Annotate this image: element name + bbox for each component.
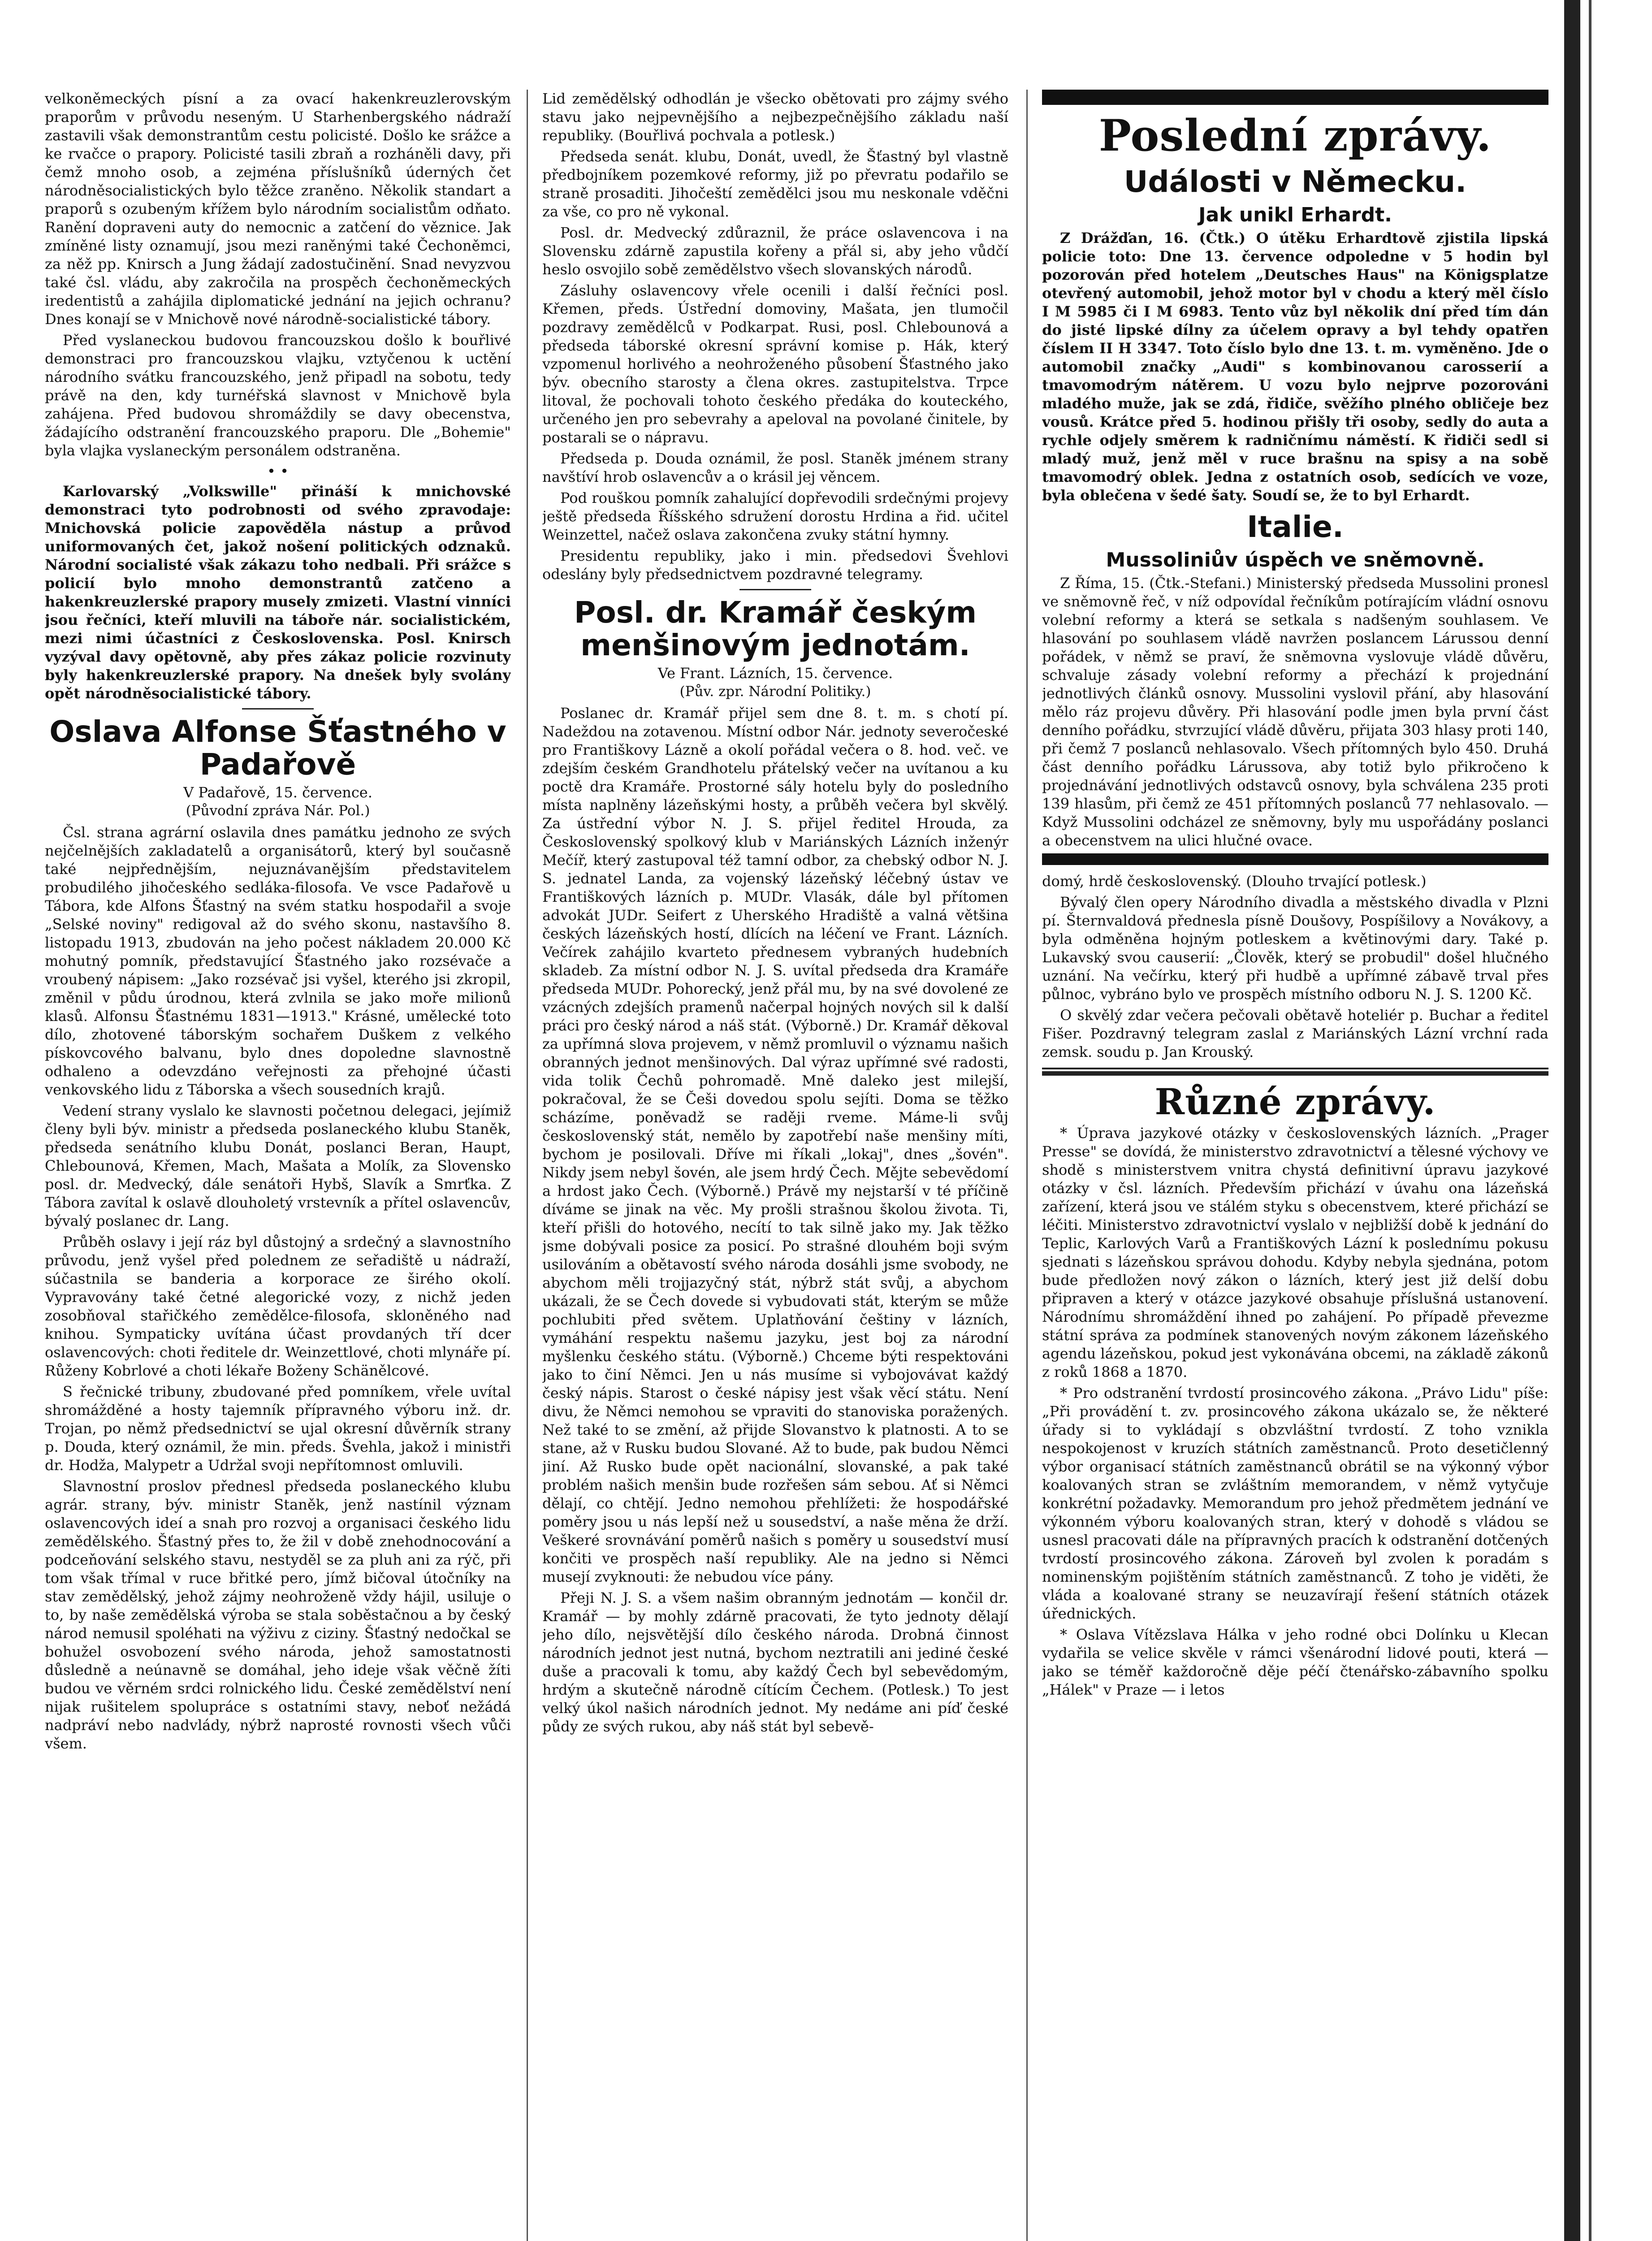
section-rule <box>1042 853 1548 865</box>
article-headline: Oslava Alfonse Šťastného v Padařově <box>49 714 506 782</box>
article-subheadline: Jak unikl Erhardt. <box>1198 203 1392 227</box>
article-paragraph: Průběh oslavy i její ráz byl důstojný a srdečný a slavnostního průvodu, jenž vyšel před polednem ze seřadiště u nádraží, súčastnila se banderia a korporace ze širého okolí. Vypravovány také četné alegorické vozy, z nichž jeden zosobňoval stařičkého zemědělce-filosofa, skloněného nad knihou. Sympaticky uvítána účast provdaných tří dcer oslavencových: choti ředitele dr. Weinzettlové, choti mlynáře pí. Růženy Kobrlové a choti lékaře Boženy Schänělcové. <box>45 1233 511 1380</box>
header-bar <box>1042 90 1548 105</box>
article-paragraph: Slavnostní proslov přednesl předseda poslaneckého klubu agrár. strany, býv. ministr Staněk, jenž nastínil význam oslavencových ideí a snah pro rozvoj a organisaci českého lidu zemědělského. Šťastný přes to, že žil v době znehodnocování a podceňování selského stavu, nestyděl se za pluh ani za rýč, při tom však třímal v ruce břitké pero, jímž bičoval útočníky na stav zemědělský, jehož zájmy neohroženě vždy hájil, usiluje o to, by naše zemědělská výroba se stala soběstačnou a by český národ nemusil spoléhati na výživu z ciziny. Šťastný nedočkal se bohužel osvobození svého národa, jehož samostatnosti důsledně a neúnavně se domáhal, jeho ideje však věčně žíti budou ve věrném srdci rolnického lidu. České zemědělství není nijak rušitelem spolupráce s ostatními stavy, neboť nežádá nadpráví nebo nadvlády, nýbrž naprosté rovnosti všech vůči všem. <box>45 1478 511 1752</box>
dateline: Ve Frant. Lázních, 15. července. <box>657 665 893 682</box>
news-item: * Oslava Vítězslava Hálka v jeho rodné obci Dolínku u Klecan vydařila se velice skvěle v rámci všenárodní lidové pouti, která — jako se téměř každoročně děje péčí čtenářsko-zábavního spolku „Hálek" v Praze — i letos <box>1042 1626 1548 1698</box>
section-masthead: Poslední zprávy. <box>1098 110 1492 161</box>
article-paragraph: Vedení strany vyslalo ke slavnosti početnou delegaci, jejímiž členy byli býv. ministr a předseda poslaneckého klubu Staněk, předseda senátního klubu Donát, poslanci Beran, Haupt, Chlebounová, Křemen, Mach, Mašata a Molík, za Slovensko posl. dr. Medvecký, dále senátoři Hybš, Slavík a Smrťka. Z Tábora zavítal k oslavě dlouholetý vrstevník a přítel oslavencův, bývalý poslanec dr. Lang. <box>45 1102 511 1230</box>
article-paragraph: Předseda p. Douda oznámil, že posl. Staněk jménem strany navštíví hrob oslavencův a o krásil jej věncem. <box>542 450 1008 485</box>
article-paragraph: Zásluhy oslavencovy vřele ocenili i další řečníci posl. Křemen, předs. Ústřední domoviny, Mašata, jen tlumočil pozdravy zemědělců v Podkarpat. Rusi, posl. Chlebounová a předseda táborské okresní správní komise p. Hák, který vzpomenul horlivého a neohroženého působení Šťastného jako býv. obecního starosty a člena okres. zastupitelstva. Trpce litoval, že pochovali tohoto českého předáka do kouteckého, určeného jen pro sebevrahy a apeloval na povolané činitele, by postarali se o nápravu. <box>542 282 1008 446</box>
divider <box>740 589 811 590</box>
article-paragraph: Předseda senát. klubu, Donát, uvedl, že Šťastný byl vlastně předbojníkem pozemkové reformy, již po převratu podařilo se straně prosaditi. Jihočeští zemědělci jsou mu neskonale vděčni za vše, co pro ně vykonal. <box>542 148 1008 220</box>
column-separator <box>527 90 528 2241</box>
dateline: V Padařově, 15. července. <box>183 784 372 801</box>
article-paragraph: Posl. dr. Medvecký zdůraznil, že práce oslavencova i na Slovensku zdárně zapustila kořeny a přál si, aby jeho vůdčí heslo osvojilo sobě zemědělstvo všech slovanských národů. <box>542 224 1008 278</box>
article-headline: Posl. dr. Kramář českým menšinovým jednotám. <box>574 595 977 662</box>
news-item: * Úprava jazykové otázky v československých lázních. „Prager Presse" se dovídá, že ministerstvo zdravotnictví a tělesné výchovy ve shodě s ministerstvem vnitra chystá definitivní úpravu jazykové otázky v čsl. lázních. Především přichází v úvahu ona lázeňská zařízení, která jsou ve stálém styku s obecenstvem, které přichází se léčiti. Ministerstvo zdravotnictví vyslalo v nejbližší době k jednání do Teplic, Karlových Varů a Františkových Lázní k poslednímu pokusu sjednati s lázeňskou správou dohodu. Kdyby nebyla sjednána, potom bude předložen nový zákon o lázních, který jest již delší dobu připraven a který v otázce jazykové obsahuje příslušná ustanovení. Národnímu shromáždění ihned po zahájení. Po případě převezme státní správa za podmínek stanovených novým zákonem lázeňského agendu lázeňskou, pokud jest vykonávána obcemi, na základě zákonů z roků 1868 a 1870. <box>1042 1124 1548 1380</box>
divider <box>242 708 314 710</box>
article-paragraph: domý, hrdě československý. (Dlouho trvající potlesk.) <box>1042 872 1427 890</box>
section-headline: Různé zprávy. <box>1155 1080 1436 1123</box>
article-paragraph: Bývalý člen opery Národního divadla a městského divadla v Plzni pí. Šternvaldová přednesla písně Doušovy, Pospíšilovy a Novákovy, a byla odměněna hojným potleskem a květinovými dary. Také p. Lukavský svou causerií: „Člověk, který se probudil" došel hlučného uznání. Na večírku, který při hudbě a upřímné zábavě trval přes půlnoc, vybráno bylo ve prospěch místního odboru N. J. S. 1200 Kč. <box>1042 893 1548 1003</box>
column-3 <box>1042 90 1548 2241</box>
article-paragraph: Poslanec dr. Kramář přijel sem dne 8. t. m. s chotí pí. Nadeždou na zotavenou. Místní odbor Nár. jednoty severočeské pro Františkovy Lázně a okolí pořádal večera o 8. hod. več. ve zdejším českém Grandhotelu přátelský večer na uvítanou a ku poctě dra Kramáře. Prostorné sály hotelu byly do posledního místa naplněny lázeňskými hosty, a průběh večera byl skvělý. Za ústřední výbor N. J. S. přijel ředitel Hrouda, za Československý spolkový klub v Mariánských Lázních inženýr Mečíř, který zastupoval též tamní odbor, za chebský odbor N. J. S. jednatel Landa, za vojenský lázeňský léčebný ústav ve Františkových lázních p. MUDr. Vlasák, dále byl přítomen advokát JUDr. Seifert z Uherského Hradiště a valná většina českých lázeňských hostí, dlících na léčení ve Frant. Lázních. Večírek zahájilo kvarteto přednesem vybraných hudebních skladeb. Za místní odbor N. J. S. uvítal předseda dra Kramáře předseda MUDr. Pohorecký, jenž přál mu, by na své dovolené ze vzácných zdejších pramenů načerpal hojných nových sil k další práci pro český národ a náš stát. (Výborně.) Dr. Kramář děkoval za upřímná slova projevem, v němž promluvil o významu našich obranných jednot menšinových. Dal výraz upřímné své radosti, vida tolik Čechů pohromadě. Mně daleko jest milejší, pokračoval, že se Češi dovedou spolu sejíti. Doma se těžko scházíme, poněvadž se raději rveme. Máme-li svůj československý stát, nemělo by zapotřebí naše menšiny míti, bychom je posilovali. Dříve mi říkali „lokaj", dnes „šovén". Nikdy jsem nebyl šovén, ale jsem hrdý Čech. Mějte sebevědomí a hrdost jako Čech. (Výborně.) Právě my nejstarší v té příčině díváme se jinak na věc. My prošli strašnou školou života. Ti, kteří přišli do hotového, necítí to tak silně jako my. Jak těžko jsme dobývali posice za posicí. Po strašné dlouhém boji svým usilováním a obětavostí svého národa dosáhli jsme svobody, ne abychom měli trojjazyčný stát, nýbrž stát svůj, a abychom ukázali, že se Čech dovede si vybudovati stát, kterým se může pochlubiti před světem. Uplatňování češtiny v lázních, vymáhání respektu našemu jazyku, jest boj za národní myšlenku českého státu. (Výborně.) Chceme býti respektováni jako to činí Němci. Jen u nás musíme si vybojovávat každý český nápis. Starost o české nápisy jest však věcí státu. Není divu, že Němci nemohou se vpraviti do stanoviska poražených. Než také to se změní, až přijde Slovanstvo k platnosti. A to se stane, až v Rusku budou Slované. Až to bude, pak budou Němci jiní. Až Rusko bude opět nacionální, slovanské, a pak také problém našich menšin bude rozřešen sám sebou. Ať si Němci dělají, co chtějí. Jedno nemohou přehlížeti: že hospodářské poměry jsou u nás lepší než u sousedství, a naše měna že drží. Veškeré srovnávání poměrů našich s poměry u sousedství musí končiti ve prospěch naší republiky. Ale na jedno si Němci musejí zvyknouti: že nebudou více pány. <box>542 705 1008 1586</box>
article-paragraph: velkoněmeckých písní a za ovací hakenkreuzlerovským praporům v průvodu neseným. U Starhenbergského nádraží zastavili však demonstrantům cestu policisté. Došlo ke srážce a ke rvačce o prapory. Policisté tasili zbraň a rozháněli davy, při čemž mnoho osob, a zejména příslušníků úderných čet národněsocialistických bylo těžce zraněno. Několik standart a praporů s ozubeným křížem bylo národním socialistům odňato. Ranění dopraveni auty do nemocnic a zatčení do věznice. Jak zmíněné listy oznamují, jsou mezi raněnými také Čechoněmci, za něž pp. Knirsch a Jung žádají zadostučinění. Snad nevyzvou také čsl. vládu, aby zakročila na prospěch čechoněmeckých iredentistů a zahájila diplomatické jednání na jejich ochranu? Dnes konají se v Mnichově nové národně-socialistické tábory. <box>45 90 511 328</box>
section-dots: • • <box>267 463 289 480</box>
article-paragraph: Z Drážďan, 16. (Čtk.) O útěku Erhardtově zjistila lipská policie toto: Dne 13. července odpoledne v 5 hodin byl pozorován před hotelem „Deutsches Haus" na Königsplatze otevřený automobil, jehož motor byl v chodu a který měl číslo I M 5985 či I M 6983. Tento vůz byl několik dní před tím dán do jisté lipské dílny za účelem opravy a byl tehdy opatřen číslem II H 3347. Toto číslo bylo dne 13. t. m. vyměněno. Jde o automobil značky „Audi" s kombinovanou carosserií a tmavomodrým nátěrem. U vozu bylo nejprve pozorováni mladého muže, jak se zdá, řidiče, svěžího plného obličeje bez vousů. Krátce před 5. hodinou přišly tři osoby, sedly do auta a rychle odjely směrem k radničnímu náměstí. K řidiči sedl si mladý muž, jenž měl v ruce brašnu na spisy a na sobě tmavomodrý oblek. Jedna z ostatních osob, sedících ve voze, byla oblečena v šedé šaty. Soudí se, že to byl Erhardt. <box>1042 229 1548 504</box>
section-rule <box>1042 1068 1548 1076</box>
article-paragraph: Karlovarský „Volkswille" přináší k mnichovské demonstraci tyto podrobnosti od svého zpravodaje: Mnichovská policie zapověděla nástup a průvod uniformovaných čet, jakož nošení politických odznaků. Národní socialisté však zákazu toho nedbali. Při srážce s policií bylo mnoho demonstrantů zatčeno a hakenkreuzlerské prapory musely zmizeti. Vlastní vinníci jsou řečníci, kteří mluvili na táboře nár. socialistickém, mezi nimi účastníci z Československa. Posl. Knirsch vyzýval davy opětovně, aby přes zákaz policie rozvinuty byly hakenkreuzlerské prapory. Na dnešek byly svolány opět národněsocialistické tábory. <box>45 483 511 702</box>
article-paragraph: Pod rouškou pomník zahalující dopřevodili srdečnými projevy ještě předseda Říšského sdružení dorostu Hrdina a řid. učitel Weinzettel, načež oslava zakončena zvuky státní hymny. <box>542 489 1008 543</box>
page-edge-rule-thin <box>1589 0 1591 2241</box>
article-paragraph: Před vyslaneckou budovou francouzskou došlo k bouřlivé demonstraci pro francouzskou vlajku, vztyčenou k uctění národního svátku francouzského, jenž připadl na sobotu, tedy právě na den, kdy turnéřská slavnost v Mnichově byla zahájena. Před budovou shromáždily se davy obecenstva, žádajícího odstranění francouzského praporu. Dle „Bohemie" byla vlajka vyslaneckým personálem odstraněna. <box>45 332 511 459</box>
article-paragraph: S řečnické tribuny, zbudované před pomníkem, vřele uvítal shromážděné a hosty tajemník přípravného výboru inž. dr. Trojan, po němž předsednictví se ujal okresní důvěrník strany p. Douda, který oznámil, že min. předs. Švehla, jakož i ministři dr. Hodža, Malypetr a Udržal svoji nepřítomnost omluvili. <box>45 1383 511 1474</box>
source-note: (Pův. zpr. Národní Politiky.) <box>679 684 871 700</box>
article-paragraph: O skvělý zdar večera pečovali obětavě hoteliér p. Buchar a ředitel Fišer. Pozdravný telegram zaslal z Mariánských Lázní vrchní rada zemsk. soudu p. Jan Krouský. <box>1042 1006 1548 1060</box>
source-note: (Původní zpráva Nár. Pol.) <box>186 803 370 819</box>
article-paragraph: Přeji N. J. S. a všem našim obranným jednotám — končil dr. Kramář — by mohly zdárně pracovati, že tyto jednoty dělají jeho dílo, nejsvětější dílo českého národa. Drobná činnost národních jednot jest nutná, bychom neztratili ani jediné české duše a pracovali k tomu, aby každý Čech byl sebevědomým, hrdým a skutečně národně cítícím Čechem. (Potlesk.) To jest velký úkol našich národních jednot. My nedáme ani píď české půdy ze svých rukou, aby náš stát byl sebevě- <box>542 1589 1008 1735</box>
article-subheadline: Mussoliniův úspěch ve sněmovně. <box>1106 549 1485 572</box>
article-paragraph: Lid zemědělský odhodlán je všecko obětovati pro zájmy svého stavu jako nejpevnějšího a nejbezpečnějšího základu naší republiky. (Bouřlivá pochvala a potlesk.) <box>542 90 1008 144</box>
article-paragraph: Presidentu republiky, jako i min. předsedovi Švehlovi odeslány byly předsednictvem pozdravné telegramy. <box>542 547 1008 583</box>
column-2 <box>542 90 1008 2241</box>
news-item: * Pro odstranění tvrdostí prosincového zákona. „Právo Lidu" píše: „Při provádění t. zv. prosincového zákona ukázalo se, že některé úřady si to vykládají s obzvláštní tvrdostí. Z toho vznikla nespokojenost v kruzích státních zaměstnanců. Proto desetičlenný výbor organisací státních zaměstnanců obrátil se na výkonný výbor koalovaných stran se zvláštním memorandem, v němž vytyčuje konkrétní požadavky. Memorandum pro jehož předmětem jednání ve výkonném výboru koalovaných stran, který v dohodě s vládou se usnesl pracovati dále na přípravných pracích k odstranění dotčených tvrdostí prosincového zákona. Zároveň byl zvolen k poradám s nominenským pojištěním státních zaměstnanců. Z toho je viděti, že vláda a koalované strany se neuzavírají řešení státních otázek úřednických. <box>1042 1384 1548 1622</box>
article-paragraph: Čsl. strana agrární oslavila dnes památku jednoho ze svých nejčelnějších zakladatelů a organisátorů, který byl současně také nejpřednějším, nejuznávanějším představitelem probudilého jihočeského sedláka-filosofa. Ve vsce Padařově u Tábora, kde Alfons Šťastný na svém statku hospodařil a svoje „Selské noviny" redigoval až do svého skonu, nastavšího 8. listopadu 1913, zbudován na jeho počest nákladem 20.000 Kč mohutný pomník, představující Šťastného jako rozsévače a vroubený nápisem: „Jako rozsévač jsi vyšel, kterého jsi zkropil, změnil v půdu úrodnou, která zvlnila se jako moře milionů klasů. Alfonsu Šťastnému 1831—1913." Krásné, umělecké toto dílo, zhotovené táborským sochařem Duškem z velkého pískovcového balvanu, bylo dnes dopoledne slavnostně odhaleno a odevzdáno veřejnosti za přehojné účasti venkovského lidu z Táborska a všech sousedních krajů. <box>45 824 511 1099</box>
section-headline: Události v Německu. <box>1124 164 1467 199</box>
section-headline: Italie. <box>1247 509 1344 544</box>
column-1 <box>45 90 511 2241</box>
page-edge-rule <box>1564 0 1580 2241</box>
column-separator <box>1026 90 1028 2241</box>
article-paragraph: Z Říma, 15. (Čtk.-Stefani.) Ministerský předseda Mussolini pronesl ve sněmovně řeč, v níž odpovídal řečníkům potírajícím vládní osnovu volební reformy a která se setkala s nadšeným souhlasem. Ve hlasování po souhlasem vládě navržen poslancem Lárussou denní pořádek, v němž se praví, že sněmovna vyslovuje vládě důvěru, schvaluje zásady volební reformy a přechází k projednání jednotlivých článků osnovy. Mussolini vyslovil přání, aby hlasování mělo ráz projevu důvěry. Při hlasování podle jmen byla první část denního pořádku, stvrzující vládě důvěru, přijata 303 hlasy proti 140, při čemž 7 poslanců nehlasovalo. Všech přítomných bylo 450. Druhá část denního pořádku Lárussova, aby totiž bylo přikročeno k projednávání jednotlivých odstavců osnovy, byla schválena 235 proti 139 hlasům, při čemž ze 451 přítomných poslanců 77 nehlasovalo. — Když Mussolini odcházel ze sněmovny, byly mu uspořádány poslanci a obecenstvem na ulici hlučné ovace. <box>1042 574 1548 849</box>
newspaper-page <box>27 72 1548 2241</box>
